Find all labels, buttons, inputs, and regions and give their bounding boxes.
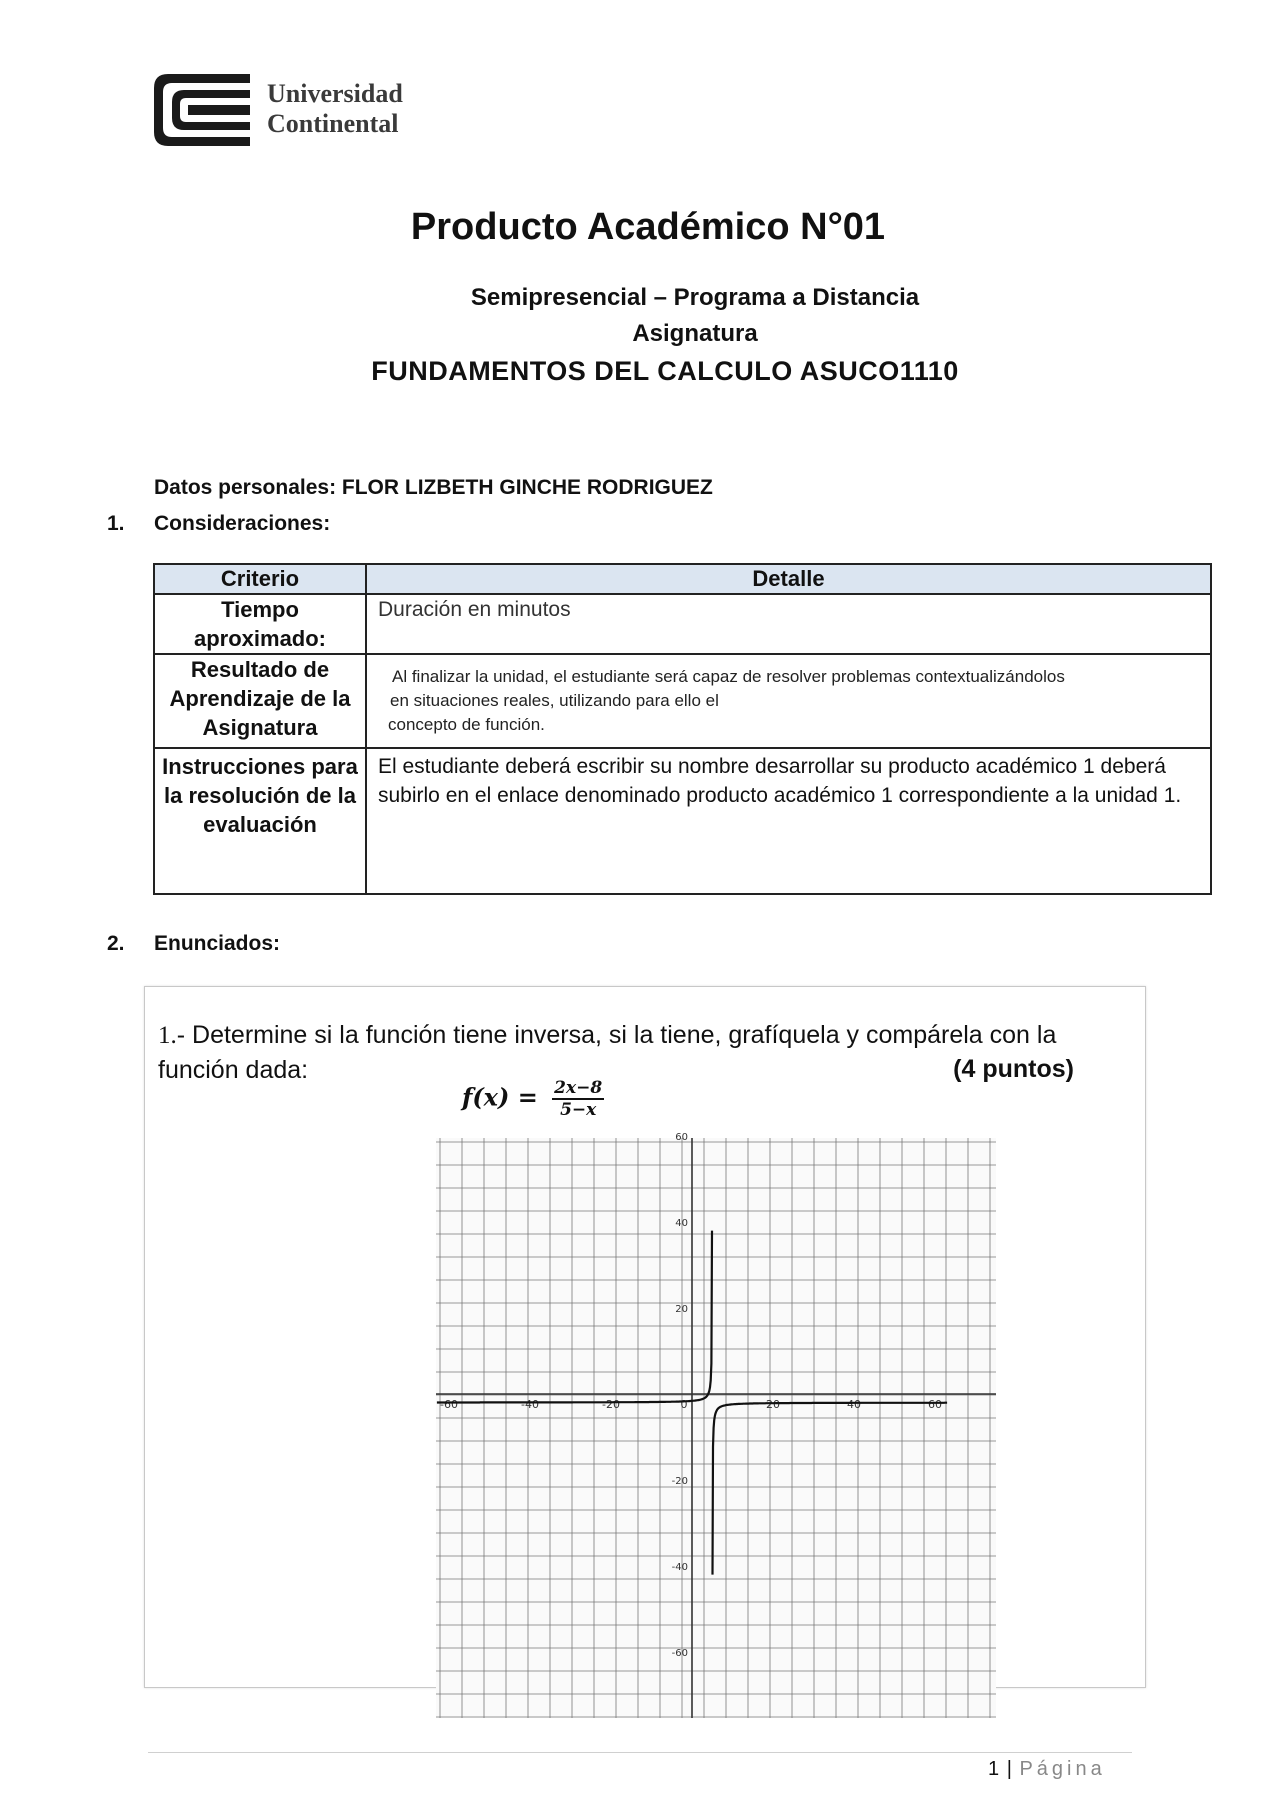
- problem-statement: [158, 1018, 1118, 1087]
- personal-data: Datos personales: FLOR LIZBETH GINCHE RODRIGUEZ: [154, 476, 713, 499]
- y-tick-label: 60: [675, 1132, 688, 1143]
- course-name: FUNDAMENTOS DEL CALCULO ASUCO1110: [371, 356, 959, 386]
- section-title: Consideraciones:: [154, 512, 331, 535]
- criteria-table: [153, 563, 1212, 895]
- table-row: [154, 594, 1211, 654]
- section-title: Enunciados:: [154, 932, 281, 955]
- formula-denominator: 5−x: [560, 1100, 597, 1120]
- x-tick-label: 60: [928, 1398, 942, 1411]
- formula-lhs: f(x) =: [462, 1082, 538, 1112]
- university-logo: [154, 74, 414, 150]
- x-tick-label: 20: [766, 1398, 780, 1411]
- program-mode: Semipresencial – Programa a Distancia: [470, 284, 920, 311]
- x-tick-label: 40: [847, 1398, 861, 1411]
- problem-points: (4 puntos): [953, 1055, 1074, 1083]
- formula-fraction: [552, 1078, 604, 1120]
- x-tick-label: 0: [680, 1398, 688, 1411]
- graph-paper: [436, 1138, 996, 1718]
- y-tick-label: 20: [675, 1304, 688, 1315]
- formula-numerator: 2x−8: [554, 1078, 603, 1098]
- y-tick-label: -20: [671, 1476, 688, 1487]
- subject-label: Asignatura: [632, 320, 758, 347]
- y-tick-label: -60: [671, 1648, 688, 1659]
- page-number: 1: [988, 1758, 1001, 1780]
- detail-cell: Duración en minutos: [366, 594, 1211, 654]
- page-word: Página: [1019, 1758, 1106, 1780]
- table-row: [154, 748, 1211, 894]
- detail-cell: [366, 654, 1211, 748]
- y-tick-label: 40: [675, 1218, 688, 1229]
- x-tick-label: -20: [602, 1398, 620, 1411]
- problem-number: 1.: [158, 1022, 177, 1049]
- function-formula: [462, 1078, 604, 1120]
- x-tick-label: -60: [440, 1398, 458, 1411]
- function-graph: [436, 1132, 996, 1718]
- criterion-cell: Tiempo aproximado:: [154, 594, 366, 654]
- section-number: 1.: [107, 512, 125, 535]
- table-header-row: [154, 564, 1211, 594]
- detail-line: concepto de función.: [388, 715, 545, 734]
- y-tick-label: -40: [671, 1562, 688, 1573]
- table-row: [154, 654, 1211, 748]
- page-footer: [988, 1758, 1106, 1781]
- problem-text: - Determine si la función tiene inversa, si la tiene, grafíquela y compárela con la función dada:: [158, 1021, 1057, 1084]
- section-number: 2.: [107, 932, 125, 955]
- detail-line: en situaciones reales, utilizando para ello el: [390, 691, 719, 710]
- logo-text-line1: Universidad: [267, 79, 403, 108]
- logo-text-line2: Continental: [267, 109, 399, 138]
- footer-divider: [148, 1752, 1132, 1753]
- detail-line: Al finalizar la unidad, el estudiante será capaz de resolver problemas contextualizándolos: [392, 667, 1065, 686]
- x-tick-label: -40: [521, 1398, 539, 1411]
- table-header: Detalle: [366, 564, 1211, 594]
- criterion-cell: Instrucciones para la resolución de la evaluación: [154, 748, 366, 894]
- document-title: Producto Académico N°01: [410, 206, 886, 248]
- table-header: Criterio: [154, 564, 366, 594]
- detail-cell: El estudiante deberá escribir su nombre desarrollar su producto académico 1 deberá subirlo en el enlace denominado producto académico 1 correspondiente a la unidad 1.: [366, 748, 1211, 894]
- footer-separator: |: [1006, 1758, 1013, 1780]
- logo-emblem-icon: [154, 74, 250, 146]
- criterion-cell: Resultado de Aprendizaje de la Asignatura: [154, 654, 366, 748]
